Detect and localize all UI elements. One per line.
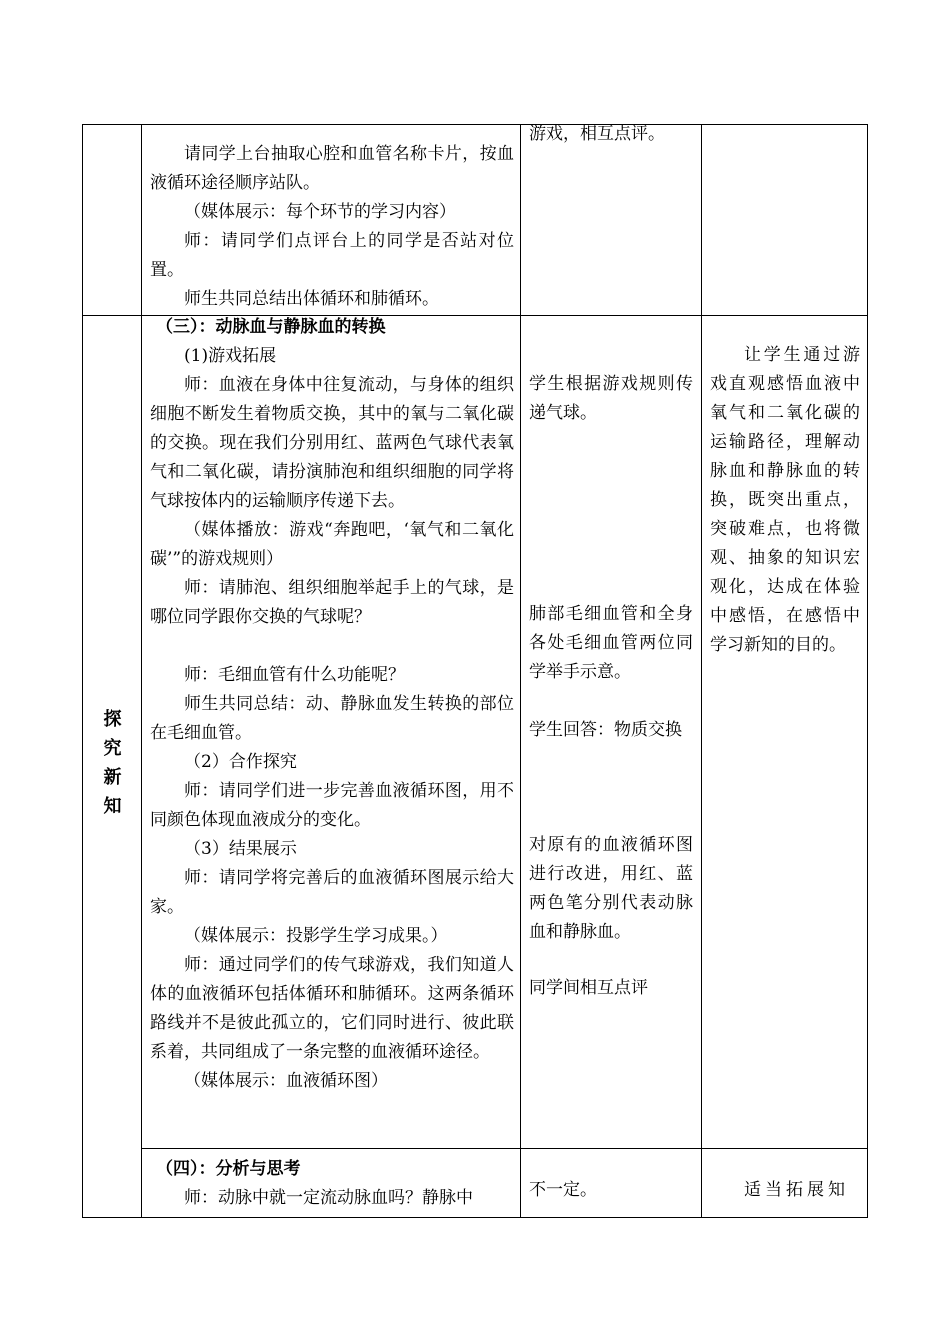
section3-teacher-p5: 师：毛细血管有什么功能呢？ <box>184 665 405 685</box>
section3-student-p3: 学生回答：物质交换 <box>529 720 682 740</box>
row1-teacher-p1: 请同学上台抽取心腔和血管名称卡片，按血液循环途径顺序站队。 <box>150 144 514 193</box>
section3-heading: （三）：动脉血与静脉血的转换 <box>156 317 386 337</box>
section3-teacher-p3: （媒体播放：游戏“奔跑吧，‘氧气和二氧化碳’”的游戏规则） <box>150 520 514 569</box>
table-border-bottom <box>82 1217 868 1218</box>
table-divider-stage <box>141 124 142 1218</box>
section3-student-p4: 对原有的血液循环图进行改进，用红、蓝两色笔分别代表动脉血和静脉血。 <box>529 835 693 942</box>
section3-teacher-p13: （媒体展示：血液循环图） <box>184 1071 388 1091</box>
stage-char-1: 探 <box>103 709 122 730</box>
section3-teacher-p9: （3）结果展示 <box>184 839 297 859</box>
table-border-left <box>82 124 83 1218</box>
section3-student-p1: 学生根据游戏规则传递气球。 <box>529 374 693 423</box>
section3-student-activity-3 <box>529 716 693 745</box>
section4-teacher-activity <box>150 1155 514 1213</box>
section3-teacher-p8: 师：请同学们进一步完善血液循环图，用不同颜色体现血液成分的变化。 <box>150 781 514 830</box>
stage-char-3: 新 <box>103 767 122 788</box>
section3-teacher-p12: 师：通过同学们的传气球游戏，我们知道人体的血液循环包括体循环和肺循环。这两条循环路线并不是彼此孤立的，它们同时进行、彼此联系着，共同组成了一条完整的血液循环途径。 <box>150 955 514 1062</box>
table-row-divider-2 <box>141 1148 868 1149</box>
section4-student-activity <box>529 1176 693 1205</box>
row1-teacher-p3: 师：请同学们点评台上的同学是否站对位置。 <box>150 231 514 280</box>
section4-intent-text: 适当拓展知 <box>744 1180 849 1200</box>
table-divider-teacher <box>520 124 521 1218</box>
stage-char-2: 究 <box>103 738 122 759</box>
row1-teacher-activity <box>150 140 514 314</box>
section3-teacher-p1: (1)游戏拓展 <box>184 346 277 366</box>
section3-design-intent <box>710 341 860 660</box>
table-divider-student <box>701 124 702 1218</box>
section3-blank-line <box>150 632 514 661</box>
section4-heading: （四）：分析与思考 <box>156 1159 301 1179</box>
section3-teacher-p11: （媒体展示：投影学生学习成果。） <box>184 926 448 946</box>
section3-student-p2: 肺部毛细血管和全身各处毛细血管两位同学举手示意。 <box>529 604 693 682</box>
section3-teacher-p7: （2）合作探究 <box>184 752 297 772</box>
section3-teacher-p4: 师：请肺泡、组织细胞举起手上的气球，是哪位同学跟你交换的气球呢？ <box>150 578 514 627</box>
stage-label <box>84 705 141 821</box>
section3-teacher-activity <box>150 313 514 1096</box>
section3-teacher-p6: 师生共同总结：动、静脉血发生转换的部位在毛细血管。 <box>150 694 514 743</box>
section4-teacher-p1: 师：动脉中就一定流动脉血吗？静脉中 <box>184 1188 473 1208</box>
row1-teacher-p4: 师生共同总结出体循环和肺循环。 <box>184 289 439 309</box>
table-border-top <box>82 124 868 125</box>
row1-teacher-p2: （媒体展示：每个环节的学习内容） <box>184 202 456 222</box>
section3-intent-text: 让学生通过游戏直观感悟血液中氧气和二氧化碳的运输路径，理解动脉血和静脉血的转换，既突出重点，突破难点，也将微观、抽象的知识宏观化，达成在体验中感悟，在感悟中学习新知的目的。 <box>710 345 860 655</box>
section3-student-p5: 同学间相互点评 <box>529 978 648 998</box>
table-border-right <box>867 124 868 1218</box>
section3-student-activity-4 <box>529 831 693 947</box>
section4-student-p1: 不一定。 <box>529 1180 597 1200</box>
section3-teacher-p2: 师：血液在身体中往复流动，与身体的组织细胞不断发生着物质交换，其中的氧与二氧化碳的交换。现在我们分别用红、蓝两色气球代表氧气和二氧化碳，请扮演肺泡和组织细胞的同学将气球按体内的运输顺序传递下去。 <box>150 375 514 511</box>
section3-teacher-p10: 师：请同学将完善后的血液循环图展示给大家。 <box>150 868 514 917</box>
section4-design-intent <box>710 1176 860 1205</box>
section3-student-activity-5 <box>529 974 693 1003</box>
row1-student-activity <box>529 120 695 149</box>
row1-student-p1: 游戏，相互点评。 <box>529 124 665 144</box>
stage-char-4: 知 <box>103 796 122 817</box>
section3-student-activity <box>529 370 693 428</box>
section3-student-activity-2 <box>529 600 693 687</box>
